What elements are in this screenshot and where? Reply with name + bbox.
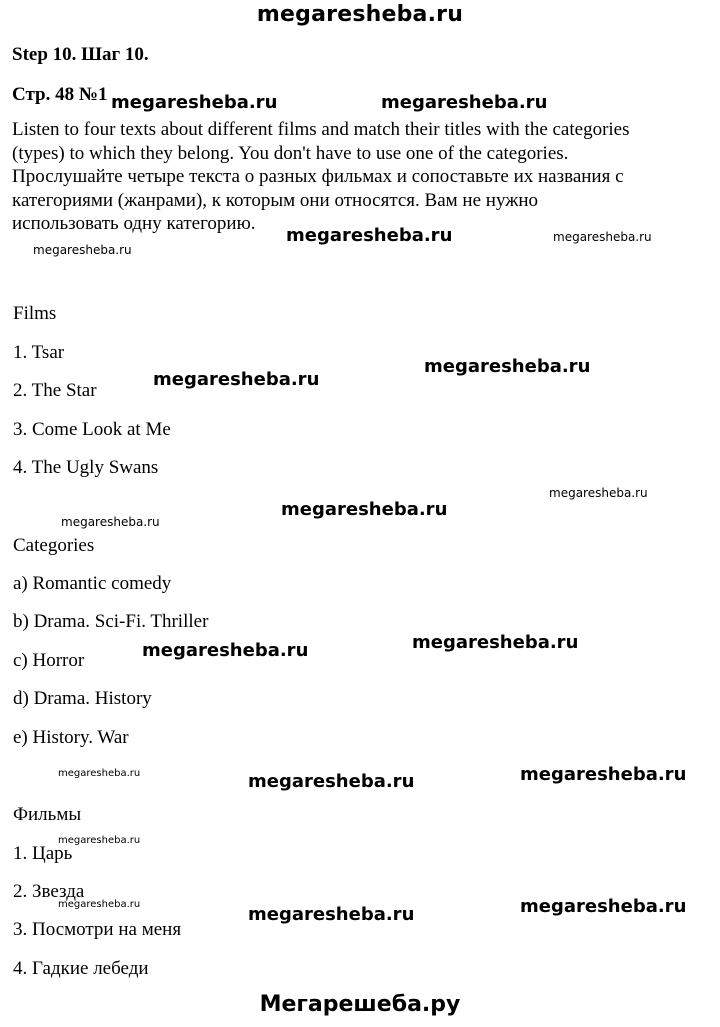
watermark: megaresheba.ru xyxy=(61,515,160,529)
watermark: megaresheba.ru xyxy=(111,92,278,113)
watermark: megaresheba.ru xyxy=(424,356,591,377)
watermark: megaresheba.ru xyxy=(553,230,652,244)
film-item: 2. The Star xyxy=(13,380,97,401)
instruction-en-line-1: Listen to four texts about different films and match their titles with the categories xyxy=(12,119,630,140)
watermark: megaresheba.ru xyxy=(381,92,548,113)
watermark: megaresheba.ru xyxy=(549,486,648,500)
category-item: a) Romantic comedy xyxy=(13,573,172,594)
film-ru-item: 4. Гадкие лебеди xyxy=(13,958,149,979)
watermark: megaresheba.ru xyxy=(58,835,141,846)
category-item: c) Horror xyxy=(13,650,85,671)
film-item: 1. Tsar xyxy=(13,342,65,363)
watermark: megaresheba.ru xyxy=(520,896,687,917)
site-footer: Мегарешеба.ру xyxy=(259,992,461,1017)
watermark: megaresheba.ru xyxy=(33,243,132,257)
instruction-ru-line-1: Прослушайте четыре текста о разных фильмах и сопоставьте их названия с xyxy=(12,166,624,187)
category-item: e) History. War xyxy=(13,727,129,748)
watermark: megaresheba.ru xyxy=(153,369,320,390)
film-ru-item: 2. Звезда xyxy=(13,881,85,902)
watermark: megaresheba.ru xyxy=(286,225,453,246)
category-item: d) Drama. History xyxy=(13,688,152,709)
instruction-en-line-2: (types) to which they belong. You don't have to use one of the categories. xyxy=(12,142,569,164)
site-header: megaresheba.ru xyxy=(256,2,464,27)
watermark: megaresheba.ru xyxy=(281,499,448,520)
watermark: megaresheba.ru xyxy=(58,899,141,910)
film-item: 3. Come Look at Me xyxy=(13,419,171,440)
category-item: b) Drama. Sci-Fi. Thriller xyxy=(13,611,209,632)
film-ru-item: 1. Царь xyxy=(13,843,73,864)
step-heading: Step 10. Шаг 10. xyxy=(12,44,149,65)
watermark: megaresheba.ru xyxy=(248,771,415,792)
instruction-ru-line-2: категориями (жанрами), к которым они относятся. Вам не нужно xyxy=(12,189,538,211)
page-ref-heading: Стр. 48 №1 xyxy=(12,84,108,105)
watermark: megaresheba.ru xyxy=(520,764,687,785)
films-ru-heading: Фильмы xyxy=(13,804,82,825)
instruction-ru-line-3: использовать одну категорию. xyxy=(12,213,256,234)
films-heading: Films xyxy=(13,303,57,324)
film-item: 4. The Ugly Swans xyxy=(13,457,159,478)
watermark: megaresheba.ru xyxy=(248,904,415,925)
instruction-paragraph xyxy=(12,118,712,236)
watermark: megaresheba.ru xyxy=(58,768,141,779)
film-ru-item: 3. Посмотри на меня xyxy=(13,919,182,940)
watermark: megaresheba.ru xyxy=(142,640,309,661)
watermark: megaresheba.ru xyxy=(412,632,579,653)
categories-heading: Categories xyxy=(13,535,95,556)
